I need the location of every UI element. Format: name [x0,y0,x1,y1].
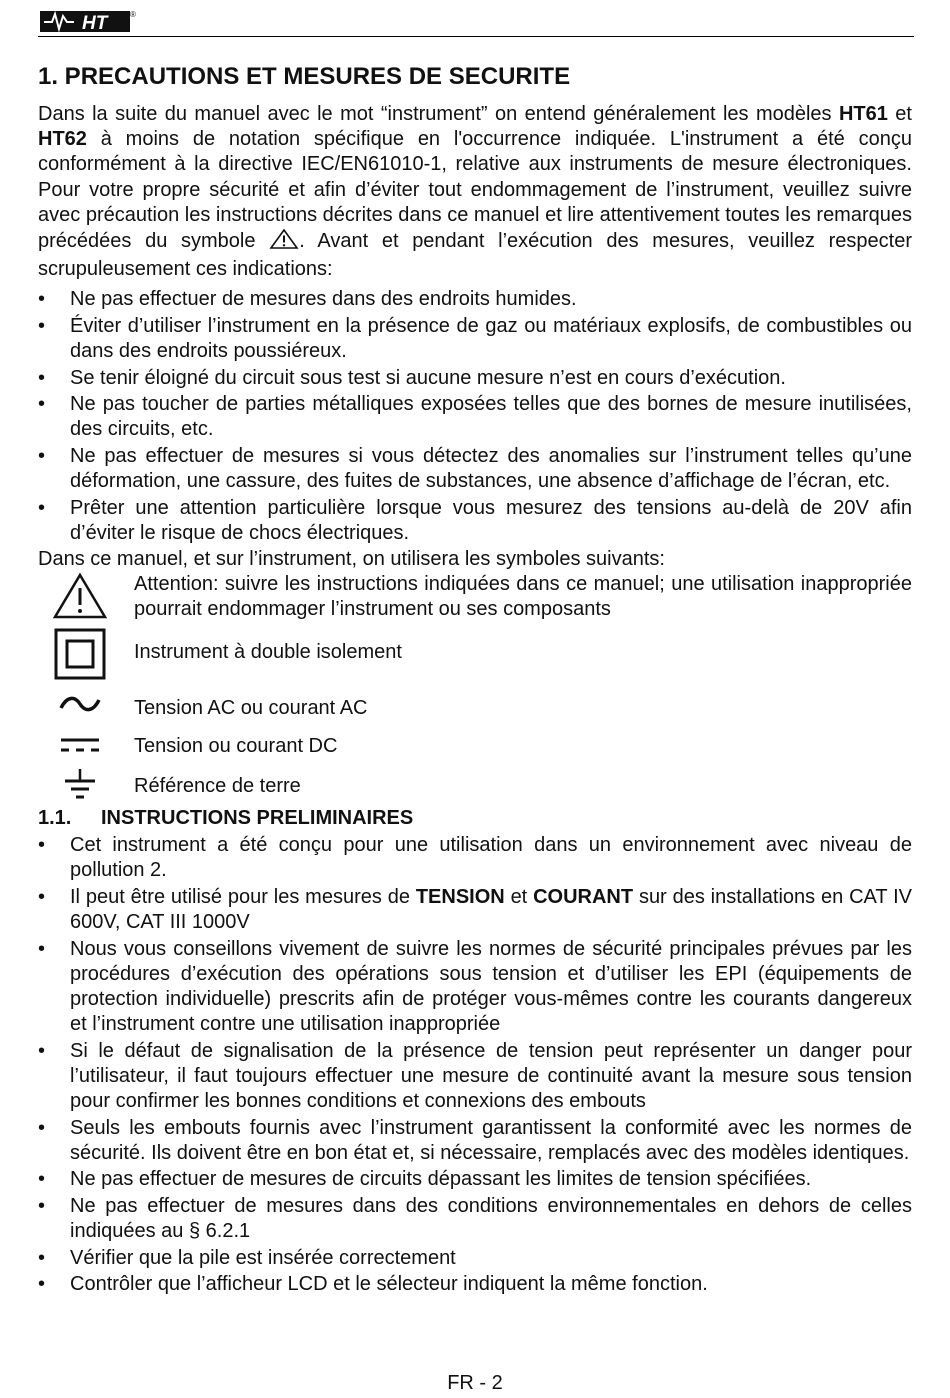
list-item: • Ne pas effectuer de mesures dans des conditions environnementales en dehors de celles indiquées au § 6.2.1 [38,1194,912,1244]
warning-triangle-icon [38,572,122,620]
symbol-row-ground [38,766,912,806]
page-content [38,62,912,1299]
list-item: • Nous vous conseillons vivement de suivre les normes de sécurité principales prévues par les procédures d’exécution des opérations sous tension et d’utiliser les EPI (équipements de protection individuelle) prescrits afin de protéger vous-mêmes contre les courants dangereux et l’instrument contre une utilisation inappropriée [38,937,912,1038]
section-1-intro [38,102,912,282]
list-item-text: sur des installations en CAT IV 600V, CAT III 1000V [70,885,912,934]
list-item: • Contrôler que l’afficheur LCD et le sélecteur indiquent la même fonction. [38,1272,912,1297]
intro-text-4: . Avant et pendant l’exécution des mesures, veuillez respecter scrupuleusement ces indications: [38,230,912,281]
ht-logo [40,8,138,40]
symbol-row-double-insulation [38,628,912,680]
list-item: • Si le défaut de signalisation de la présence de tension peut représenter un danger pour l’utilisateur, il faut toujours effectuer une mesure de continuité avant la mesure sous tension pour confirmer les bonnes conditions et connexions des embouts [38,1039,912,1115]
symbol-warning-text: Attention: suivre les instructions indiquées dans ce manuel; une utilisation inappropriée pourrait endommager l’instrument ou ses composants [134,573,912,621]
ac-wave-icon [38,694,122,714]
list-item-text: Il peut être utilisé pour les mesures de [70,885,416,908]
ground-icon [38,768,122,802]
model-ht61: HT61 [838,103,888,125]
symbol-ground-text: Référence de terre [134,775,301,798]
logo-text: HT [82,13,108,34]
symbol-dc-text: Tension ou courant DC [134,735,338,758]
symbol-double-insulation-text: Instrument à double isolement [134,641,402,664]
list-item: • Se tenir éloigné du circuit sous test si aucune mesure n’est en cours d’exécution. [38,366,912,391]
list-item: • Prêter une attention particulière lorsque vous mesurez des tensions au-delà de 20V afin d’éviter le risque de chocs électriques. [38,496,912,546]
list-item: • Cet instrument a été conçu pour une utilisation dans un environnement avec niveau de pollution 2. [38,833,912,883]
double-insulation-icon [38,628,122,680]
logo-registered-mark: ® [130,10,136,19]
tension-keyword: TENSION [415,885,505,908]
list-item: • Ne pas toucher de parties métalliques exposées telles que des bornes de mesure inutilisées, des circuits, etc. [38,392,912,442]
dc-symbol-icon [38,736,122,754]
symbol-row-warning [38,572,912,624]
list-item [38,885,912,935]
inline-warning-icon [269,228,299,257]
section-1-1-title [38,806,912,831]
courant-keyword: COURANT [533,885,634,908]
symbol-row-ac [38,690,912,728]
list-item: • Éviter d’utiliser l’instrument en la présence de gaz ou matériaux explosifs, de combustibles ou dans des endroits poussiéreux. [38,314,912,364]
model-ht62: HT62 [38,128,87,151]
intro-text-2: et [887,103,912,125]
list-item-text: et [504,885,534,908]
section-number: 1.1. [38,807,72,830]
list-item: • Vérifier que la pile est insérée correctement [38,1246,912,1271]
list-item: • Ne pas effectuer de mesures si vous détectez des anomalies sur l’instrument telles qu’une déformation, une cassure, des fuites de substances, une absence d’affichage de l’écran, etc. [38,444,912,494]
safety-bullet-list [38,287,912,546]
intro-text-1: Dans la suite du manuel avec le mot “instrument” on entend généralement les modèles [38,103,839,125]
list-item: • Ne pas effectuer de mesures dans des endroits humides. [38,287,912,312]
section-1-title: 1. PRECAUTIONS ET MESURES DE SECURITE [38,63,571,90]
intro-text-3: à moins de notation spécifique en l'occurrence indiquée. L'instrument a été conçu conformément à la directive IEC/EN61010-1, relative aux instruments de mesure électroniques. Pour votre propre sécurité et afin d’éviter tout endommagement de l’instrument, veuillez suivre avec précaution les instructions décrites dans ce manuel et lire attentivement toutes les remarques précédées du symbole [38,128,912,253]
page-number: FR - 2 [447,1372,503,1394]
list-item: • Seuls les embouts fournis avec l’instrument garantissent la conformité avec les normes de sécurité. Ils doivent être en bon état et, si nécessaire, remplacés avec des modèles identiques. [38,1116,912,1166]
preliminary-bullet-list [38,833,912,1297]
list-item: • Ne pas effectuer de mesures de circuits dépassant les limites de tension spécifiées. [38,1167,912,1192]
symbol-ac-text: Tension AC ou courant AC [134,697,368,720]
symbol-row-dc [38,728,912,766]
section-title: INSTRUCTIONS PRELIMINAIRES [101,807,414,830]
page-header [38,6,914,37]
symbols-intro: Dans ce manuel, et sur l’instrument, on utilisera les symboles suivants: [38,548,665,571]
